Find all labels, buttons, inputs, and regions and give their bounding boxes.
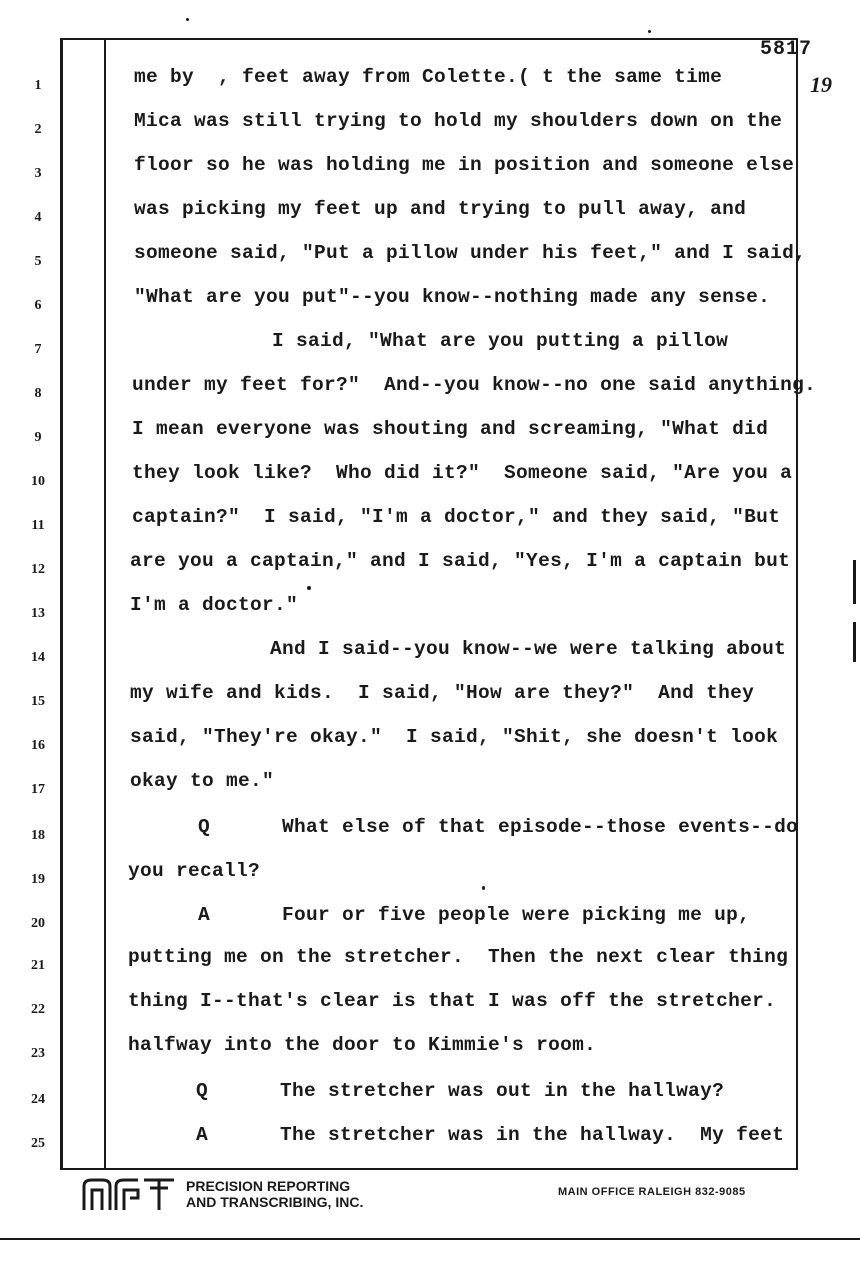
transcript-line: A Four or five people were picking me up, — [198, 904, 751, 926]
line-number: 14 — [31, 650, 45, 665]
corner-mark: 5817 — [760, 38, 813, 61]
transcript-line: me by , feet away from Colette.( t the same time — [134, 66, 723, 88]
transcript-line: I'm a doctor." — [130, 594, 299, 616]
transcript-line: A The stretcher was in the hallway. My feet — [196, 1124, 785, 1146]
scan-speck — [482, 886, 485, 890]
transcript-line: someone said, "Put a pillow under his feet," and I said, — [134, 242, 807, 264]
footer-company — [186, 1178, 363, 1210]
line-number: 4 — [34, 210, 42, 225]
edge-mark — [853, 560, 856, 604]
transcript-line: floor so he was holding me in position and someone else — [134, 154, 795, 176]
transcript-line: you recall? — [128, 860, 261, 882]
transcript-line: Q What else of that episode--those events--do — [198, 816, 799, 838]
page-number: 19 — [810, 72, 832, 97]
line-number: 13 — [31, 606, 45, 621]
line-number: 12 — [31, 562, 45, 577]
company-line-2: AND TRANSCRIBING, INC. — [186, 1194, 364, 1210]
line-number: 8 — [34, 386, 42, 401]
line-number: 3 — [34, 166, 42, 181]
line-number: 10 — [31, 474, 45, 489]
line-number: 17 — [31, 782, 45, 797]
margin-rule — [104, 38, 106, 1170]
transcript-line: was picking my feet up and trying to pull away, and — [134, 198, 747, 220]
line-number: 7 — [34, 342, 42, 357]
line-number: 18 — [31, 828, 45, 843]
transcript-line: And I said--you know--we were talking about — [270, 638, 787, 660]
line-number: 11 — [31, 518, 45, 533]
line-number: 24 — [31, 1092, 45, 1107]
transcript-line: Mica was still trying to hold my shoulders down on the — [134, 110, 783, 132]
transcript-line: putting me on the stretcher. Then the next clear thing — [128, 946, 789, 968]
transcript-line: I said, "What are you putting a pillow — [272, 330, 729, 352]
transcript-line: Q The stretcher was out in the hallway? — [196, 1080, 725, 1102]
transcript-line: captain?" I said, "I'm a doctor," and they said, "But — [132, 506, 781, 528]
line-number: 23 — [31, 1046, 45, 1061]
transcript-line: under my feet for?" And--you know--no one said anything. — [132, 374, 817, 396]
line-number: 25 — [31, 1136, 45, 1151]
scan-speck — [648, 30, 651, 33]
transcript-line: thing I--that's clear is that I was off the stretcher. — [128, 990, 777, 1012]
prt-logo-icon — [80, 1176, 178, 1214]
transcript-line: I mean everyone was shouting and screaming, "What did — [132, 418, 769, 440]
transcript-line: said, "They're okay." I said, "Shit, she doesn't look — [130, 726, 779, 748]
footer-office: MAIN OFFICE RALEIGH 832-9085 — [558, 1186, 746, 1198]
scan-speck — [186, 18, 189, 21]
line-number: 1 — [34, 78, 42, 93]
line-number: 15 — [31, 694, 45, 709]
transcript-line: "What are you put"--you know--nothing made any sense. — [134, 286, 771, 308]
line-number: 6 — [34, 298, 42, 313]
transcript-line: they look like? Who did it?" Someone said, "Are you a — [132, 462, 793, 484]
transcript-line: my wife and kids. I said, "How are they?" And they — [130, 682, 755, 704]
scan-speck — [307, 586, 311, 590]
line-number: 22 — [31, 1002, 45, 1017]
company-line-1: PRECISION REPORTING — [186, 1178, 351, 1194]
line-number: 20 — [31, 916, 45, 931]
line-number: 21 — [31, 958, 45, 973]
bottom-rule — [0, 1238, 860, 1240]
line-number: 9 — [34, 430, 42, 445]
line-number: 19 — [31, 872, 45, 887]
transcript-line: okay to me." — [130, 770, 275, 792]
line-number: 16 — [31, 738, 45, 753]
edge-mark — [853, 622, 856, 662]
transcript-line: halfway into the door to Kimmie's room. — [128, 1034, 597, 1056]
transcript-line: are you a captain," and I said, "Yes, I'm a captain but — [130, 550, 791, 572]
line-number: 5 — [34, 254, 42, 269]
line-number: 2 — [34, 122, 42, 137]
